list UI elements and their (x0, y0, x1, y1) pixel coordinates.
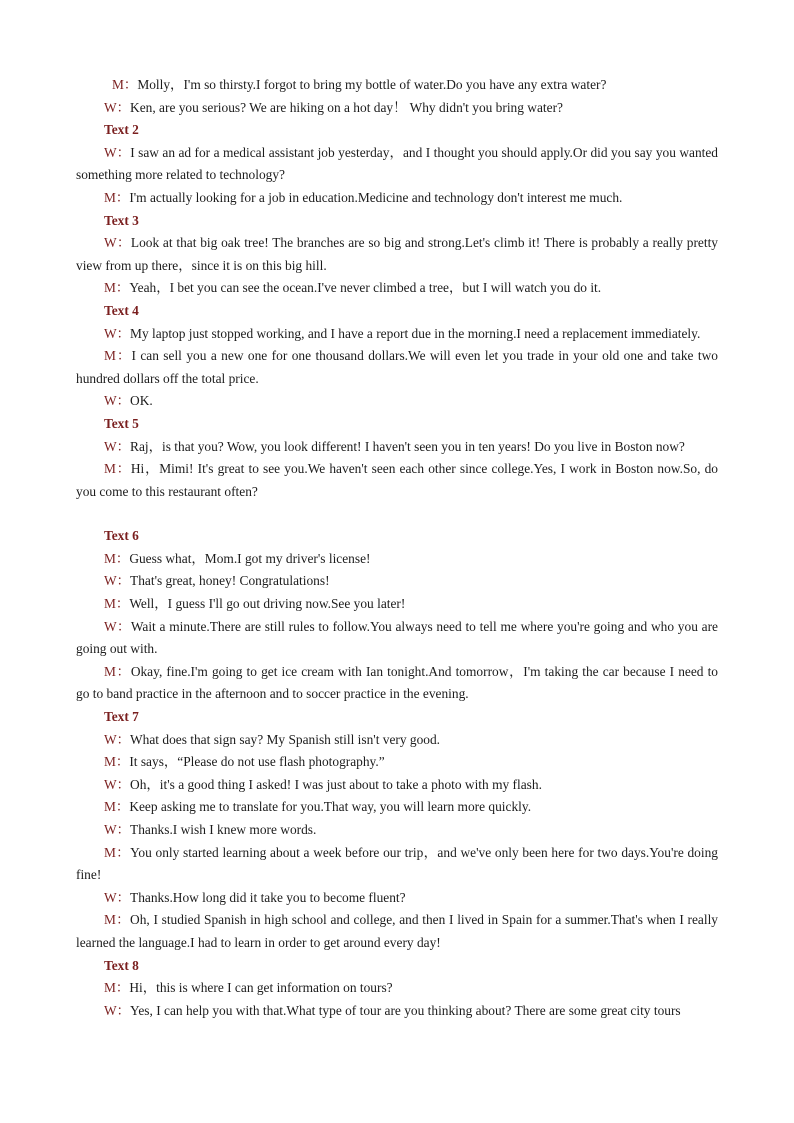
speaker-label: M： (104, 348, 132, 364)
dialogue-text: Well，I guess I'll go out driving now.See you later! (129, 596, 406, 612)
speaker-label: M： (104, 799, 130, 815)
dialogue-text: My laptop just stopped working, and I have a report due in the morning.I need a replacement immediately. (130, 325, 701, 341)
dialogue-text: I saw an ad for a medical assistant job yesterday，and I thought you should apply.Or did you say you wanted something more related to technology? (76, 144, 719, 183)
speaker-label: M： (104, 189, 130, 205)
dialogue-line (76, 277, 718, 300)
dialogue-text: You only started learning about a week before our trip，and we've only been here for two days.You're doing fine! (76, 844, 718, 883)
dialogue-line (76, 323, 718, 346)
dialogue-text: Ken, are you serious? We are hiking on a hot day！ Why didn't you bring water? (130, 99, 563, 115)
dialogue-line (76, 548, 718, 571)
dialogue-line (76, 909, 718, 954)
transcript-page (76, 74, 718, 1022)
dialogue-line (76, 751, 718, 774)
section-heading: Text 2 (104, 122, 139, 138)
dialogue-text: Molly，I'm so thirsty.I forgot to bring my bottle of water.Do you have any extra water? (137, 77, 607, 92)
speaker-label: W： (104, 235, 131, 251)
speaker-label: M： (104, 980, 130, 996)
speaker-label: M： (104, 754, 130, 770)
speaker-label: M： (104, 461, 131, 477)
dialogue-line (76, 142, 718, 187)
speaker-label: M： (112, 77, 138, 92)
speaker-label: M： (104, 550, 130, 566)
dialogue-text: Look at that big oak tree! The branches are so big and strong.Let's climb it! There is probably a really pretty view from up there，since it is on this big hill. (76, 235, 719, 273)
dialogue-line (76, 977, 718, 1000)
dialogue-line (76, 97, 718, 120)
dialogue-text: Oh，it's a good thing I asked! I was just about to take a photo with my flash. (130, 776, 542, 792)
dialogue-text: Okay, fine.I'm going to get ice cream with Ian tonight.And tomorrow，I'm taking the car because I need to go to band practice in the afternoon and to soccer practice in the evening. (76, 663, 718, 702)
dialogue-line (76, 1000, 718, 1023)
dialogue-line (76, 842, 718, 887)
section-heading: Text 8 (104, 957, 139, 973)
speaker-label: W： (104, 776, 131, 792)
dialogue-text: Oh, I studied Spanish in high school and college, and then I lived in Spain for a summer.That's when I really learned the language.I had to learn in order to get around every day! (76, 912, 718, 950)
dialogue-text: Wait a minute.There are still rules to follow.You always need to tell me where you're going and who you are going out with. (76, 618, 718, 657)
section-heading: Text 3 (104, 212, 139, 228)
speaker-label: W： (104, 1002, 131, 1018)
dialogue-line (76, 819, 718, 842)
dialogue-line (76, 187, 718, 210)
section-heading: Text 5 (104, 415, 139, 431)
dialogue-text: Hi，Mimi! It's great to see you.We haven't seen each other since college.Yes, I work in Boston now.So, do you come to this restaurant often? (76, 461, 718, 499)
speaker-label: W： (104, 889, 131, 905)
speaker-label: M： (104, 663, 131, 679)
speaker-label: M： (104, 912, 131, 928)
dialogue-text: Guess what，Mom.I got my driver's license! (129, 550, 371, 566)
speaker-label: W： (104, 325, 131, 341)
dialogue-line (76, 774, 718, 797)
speaker-label: W： (104, 99, 131, 115)
dialogue-text: That's great, honey! Congratulations! (130, 573, 330, 589)
dialogue-text: What does that sign say? My Spanish still isn't very good. (130, 731, 441, 747)
dialogue-text: Hi，this is where I can get information on tours? (129, 980, 393, 996)
speaker-label: W： (104, 822, 131, 837)
speaker-label: M： (104, 844, 131, 860)
dialogue-text: Raj，is that you? Wow, you look different! I haven't seen you in ten years! Do you live in Boston now? (130, 438, 685, 454)
speaker-label: W： (104, 393, 131, 409)
dialogue-text: It says，“Please do not use flash photography.” (129, 754, 385, 770)
speaker-label: W： (104, 573, 131, 589)
speaker-label: M： (104, 280, 130, 296)
speaker-label: W： (104, 731, 131, 747)
dialogue-text: Thanks.I wish I knew more words. (130, 822, 317, 837)
dialogue-line (76, 593, 718, 616)
dialogue-line (76, 661, 718, 706)
dialogue-text: Yeah，I bet you can see the ocean.I've never climbed a tree，but I will watch you do it. (129, 280, 602, 296)
dialogue-line (76, 796, 718, 819)
dialogue-line (76, 390, 718, 413)
section-heading: Text 6 (104, 528, 139, 544)
dialogue-text: OK. (130, 393, 153, 409)
dialogue-line (76, 436, 718, 459)
dialogue-line (76, 887, 718, 910)
dialogue-line (76, 345, 718, 390)
speaker-label: W： (104, 144, 131, 160)
speaker-label: W： (104, 438, 131, 454)
speaker-label: W： (104, 618, 131, 634)
dialogue-text: Thanks.How long did it take you to become fluent? (130, 889, 406, 905)
dialogue-line (76, 616, 718, 661)
dialogue-line (76, 729, 718, 752)
dialogue-line (76, 458, 718, 503)
section-heading: Text 4 (104, 302, 139, 318)
dialogue-text: Yes, I can help you with that.What type of tour are you thinking about? There are some great city tours (130, 1002, 681, 1018)
dialogue-text: I can sell you a new one for one thousand dollars.We will even let you trade in your old one and take two hundred dollars off the total price. (76, 348, 718, 386)
speaker-label: M： (104, 596, 130, 612)
dialogue-text: I'm actually looking for a job in education.Medicine and technology don't interest me much. (129, 189, 623, 205)
dialogue-line (76, 74, 718, 97)
dialogue-line (76, 570, 718, 593)
section-gap (76, 503, 718, 525)
section-heading: Text 7 (104, 709, 139, 725)
dialogue-line (76, 232, 718, 277)
dialogue-text: Keep asking me to translate for you.That way, you will learn more quickly. (129, 799, 532, 815)
